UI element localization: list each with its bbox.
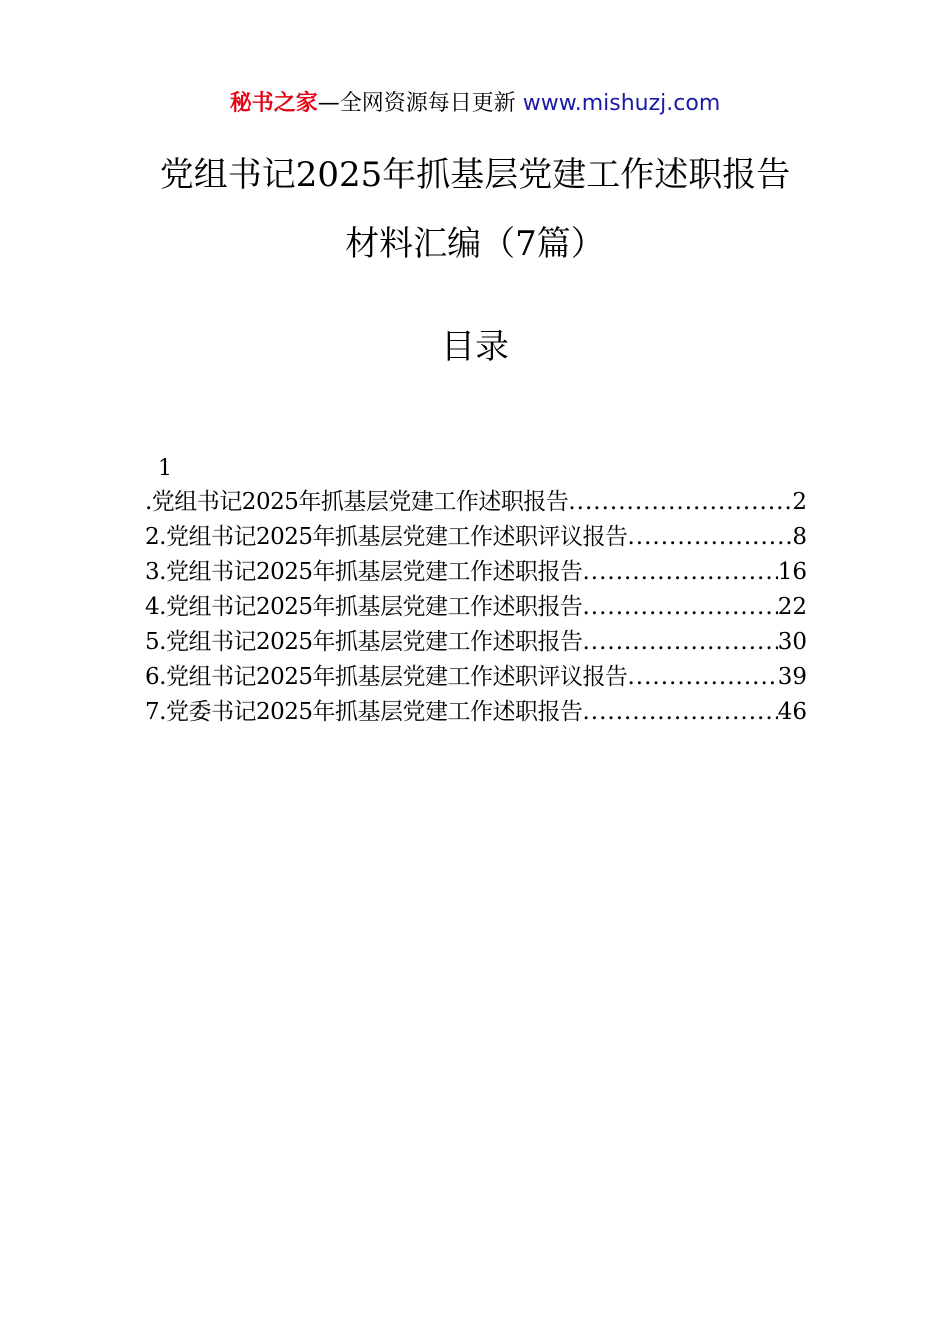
banner-tagline: —全网资源每日更新 — [317, 91, 523, 116]
toc-entry-4[interactable] — [145, 590, 807, 625]
toc-entry-label: 7.党委书记2025年抓基层党建工作述职报告 — [145, 699, 583, 725]
toc-entry-1[interactable] — [145, 485, 807, 520]
toc-entry-label: 2.党组书记2025年抓基层党建工作述职评议报告 — [145, 524, 628, 550]
toc-entry-label: 5.党组书记2025年抓基层党建工作述职报告 — [145, 629, 583, 655]
toc-entry-label: 4.党组书记2025年抓基层党建工作述职报告 — [145, 594, 583, 620]
toc-page-number: 30 — [777, 629, 807, 655]
table-of-contents — [145, 485, 807, 730]
toc-entry-3[interactable] — [145, 555, 807, 590]
toc-leader-dots — [582, 695, 777, 730]
toc-entry-label: .党组书记2025年抓基层党建工作述职报告 — [145, 489, 569, 515]
toc-entry-label: 3.党组书记2025年抓基层党建工作述职报告 — [145, 559, 583, 585]
toc-stray-number: 1 — [158, 456, 172, 481]
toc-entry-6[interactable] — [145, 660, 807, 695]
website-link[interactable]: www.mishuzj.com — [522, 91, 721, 116]
toc-page-number: 16 — [777, 559, 807, 585]
toc-heading: 目录 — [441, 327, 509, 367]
brand-name: 秘书之家 — [229, 91, 318, 116]
toc-leader-dots — [582, 555, 777, 590]
toc-leader-dots — [582, 590, 777, 625]
toc-entry-5[interactable] — [145, 625, 807, 660]
toc-entry-label: 6.党组书记2025年抓基层党建工作述职评议报告 — [145, 664, 628, 690]
document-title-line-2: 材料汇编（7篇） — [345, 224, 605, 264]
header-banner — [0, 86, 950, 122]
document-title-line-1: 党组书记2025年抓基层党建工作述职报告 — [159, 155, 791, 195]
toc-page-number: 22 — [777, 594, 807, 620]
toc-entry-2[interactable] — [145, 520, 807, 555]
toc-leader-dots — [627, 660, 777, 695]
toc-page-number: 8 — [792, 524, 807, 550]
toc-leader-dots — [627, 520, 792, 555]
toc-leader-dots — [568, 485, 792, 520]
toc-page-number: 39 — [777, 664, 807, 690]
toc-leader-dots — [582, 625, 777, 660]
toc-page-number: 46 — [777, 699, 807, 725]
toc-entry-7[interactable] — [145, 695, 807, 730]
toc-page-number: 2 — [792, 489, 807, 515]
